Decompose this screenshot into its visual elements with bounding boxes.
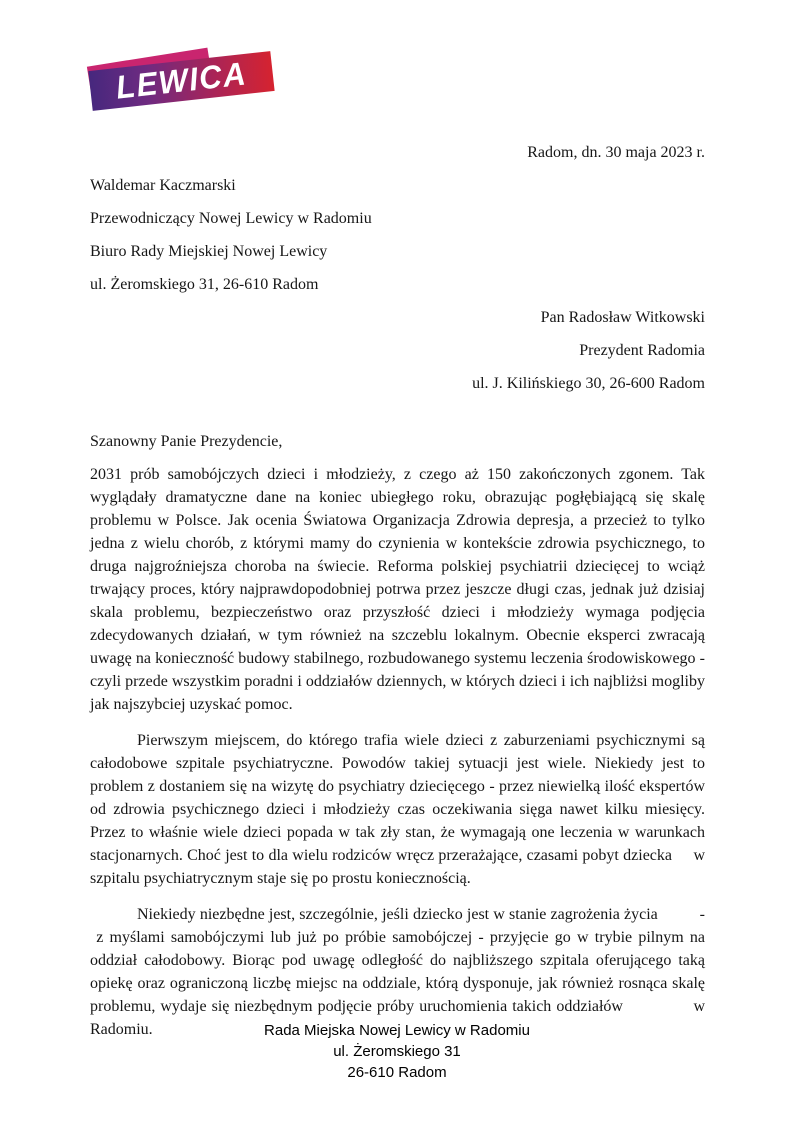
footer-city: 26-610 Radom (347, 1064, 447, 1081)
sender-name: Waldemar Kaczmarski (90, 177, 236, 194)
footer-block (0, 1020, 794, 1083)
paragraph-2: Pierwszym miejscem, do którego trafia wiele dzieci z zaburzeniami psychicznymi są całodobowe szpitale psychiatryczne. Powodów takiej sytuacji jest wiele. Niekiedy jest to problem z dostaniem się na wizytę do psychiatry dziecięcego - przez niewielką ilość ekspertów od zdrowia psychicznego dzieci i młodzieży czas oczekiwania sięga nawet kilku miesięcy. Przez to właśnie wiele dzieci popada w tak zły stan, że wymagają one leczenia w warunkach stacjonarnych. Choć jest to dla wielu rodziców wręcz przerażające, czasami pobyt dziecka w szpitalu psychiatrycznym staje się po prostu koniecznością. (90, 732, 705, 887)
salutation: Szanowny Panie Prezydencie, (90, 433, 283, 450)
recipient-block (90, 308, 705, 394)
letter-body (90, 0, 705, 1054)
date-line: Radom, dn. 30 maja 2023 r. (527, 144, 705, 161)
recipient-title: Prezydent Radomia (579, 342, 705, 359)
paragraph-3: Niekiedy niezbędne jest, szczególnie, jeśli dziecko jest w stanie zagrożenia życia - z myślami samobójczymi lub już po próbie samobójczej - przyjęcie go w trybie pilnym na oddział całodobowy. Biorąc pod uwagę odległość do najbliższego szpitala oferującego taką opiekę oraz ograniczoną liczbę miejsc na oddziale, którą dysponuje, jak również rosnąca skalę problemu, wydaje się niezbędnym podjęcie próby uruchomienia takich oddziałów w Radomiu. (90, 906, 705, 1038)
sender-block (90, 176, 705, 295)
recipient-address: ul. J. Kilińskiego 30, 26-600 Radom (472, 375, 705, 392)
footer-organization: Rada Miejska Nowej Lewicy w Radomiu (264, 1022, 530, 1039)
logo-wordmark: LEWICA (114, 55, 249, 106)
recipient-name: Pan Radosław Witkowski (540, 309, 705, 326)
sender-address: ul. Żeromskiego 31, 26-610 Radom (90, 276, 319, 293)
sender-title: Przewodniczący Nowej Lewicy w Radomiu (90, 210, 372, 227)
paragraph-1: 2031 prób samobójczych dzieci i młodzieży, z czego aż 150 zakończonych zgonem. Tak wyglądały dramatyczne dane na koniec ubiegłego roku, obrazując pogłębiającą się skalę problemu w Polsce. Jak ocenia Światowa Organizacja Zdrowia depresja, a przecież to tylko jedna z wielu chorób, z którymi mamy do czynienia w kontekście zdrowia psychicznego, to druga najgroźniejsza choroba na świecie. Reforma polskiej psychiatrii dziecięcej to wciąż trwający proces, który najprawdopodobniej potrwa przez jeszcze długi czas, jednak już dzisiaj skala problemu, bezpieczeństwo oraz przyszłość dzieci i młodzieży wymaga podjęcia zdecydowanych działań, w tym również na szczeblu lokalnym. Obecnie eksperci zwracają uwagę na konieczność budowy stabilnego, rozbudowanego systemu leczenia środowiskowego - czyli przede wszystkim poradni i oddziałów dziennych, w których dzieci i ich najbliżsi mogliby jak najszybciej uzyskać pomoc. (90, 466, 705, 713)
footer-street: ul. Żeromskiego 31 (333, 1043, 461, 1060)
sender-office: Biuro Rady Miejskiej Nowej Lewicy (90, 243, 328, 260)
